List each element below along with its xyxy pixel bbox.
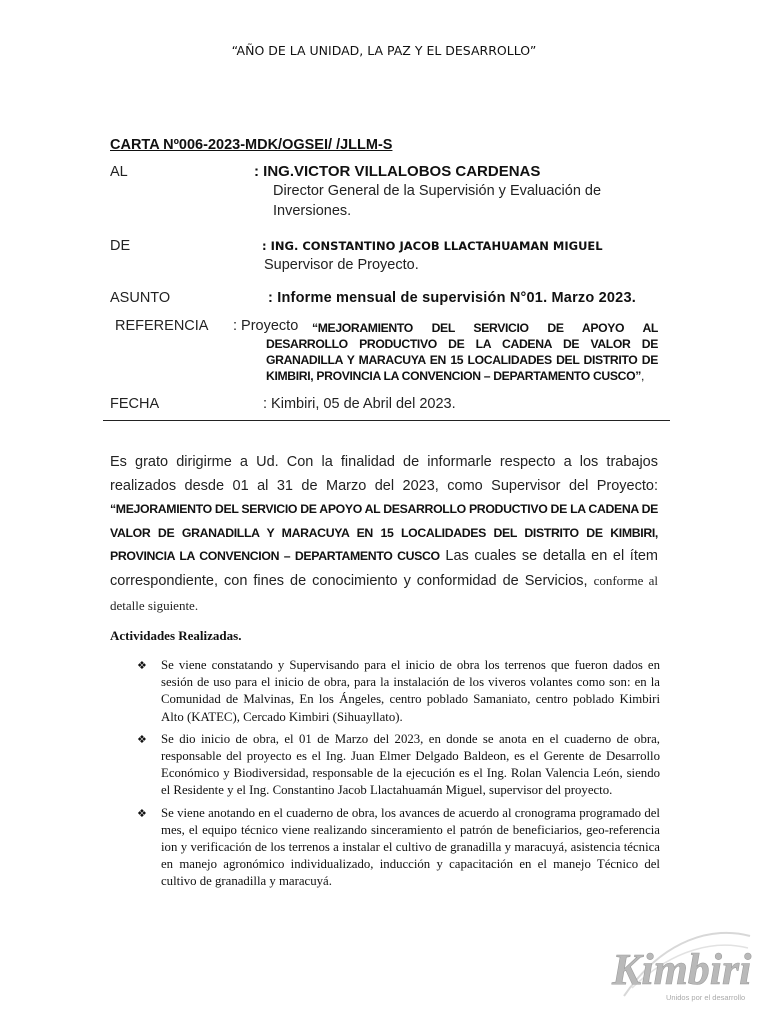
to-role-line1: Director General de la Supervisión y Evaluación de — [273, 183, 602, 199]
list-item: ❖ Se viene constatando y Supervisando para el inicio de obra los terrenos que fueron dados en sesión de uso para el inicio de obra, para la instalación de los viveros volantes como son: en la Comunidad de Malvinas, En los Ángeles, centro poblado Samaniato, centro poblado Kimbiri Alto (KATEC), Cercado Kimbiri (Sihuayllato). — [137, 658, 660, 724]
list-item: ❖ Se dio inicio de obra, el 01 de Marzo del 2023, en donde se anota en el cuaderno de obra, responsable del proyecto es el Ing. Juan Elmer Delgado Baldeon, es el Gerente de Desarrollo Económico y Biodiversidad, responsable de la ejecución es el Ing. Rolan Valencia León, siendo el Residente y el Ing. Constantino Jacob Llactahuamán Miguel, supervisor del proyecto. — [137, 731, 660, 798]
from-name: : ING. CONSTANTINO JACOB LLACTAHUAMAN MIGUEL — [262, 239, 603, 253]
document-motto: “AÑO DE LA UNIDAD, LA PAZ Y EL DESARROLLO” — [231, 43, 537, 58]
from-label: DE — [110, 238, 131, 254]
date-label: FECHA — [110, 396, 160, 412]
subject-label: ASUNTO — [110, 290, 171, 306]
body-project: “MEJORAMIENTO DEL SERVICIO DE APOYO AL DESARROLLO PRODUCTIVO DE LA CADENA DE VALOR DE GRANADILLA Y MARACUYA EN 15 LOCALIDADES DEL DISTRITO DE KIMBIRI, PROVINCIA LA CONVENCION – DEPARTAMENTO CUSCO — [110, 502, 658, 564]
body-paragraph — [110, 451, 658, 618]
diamond-bullet-icon: ❖ — [137, 806, 147, 820]
logo-wordmark: Kimbiri — [612, 945, 752, 994]
kimbiri-logo-icon — [604, 918, 754, 1018]
subject-text: : Informe mensual de supervisión N°01. Marzo 2023. — [268, 290, 636, 306]
list-item: ❖ Se viene anotando en el cuaderno de obra, los avances de acuerdo al cronograma programado del mes, el equipo técnico viene realizando sinceramiento el patrón de beneficiarios, geo-referencia ion y verificación de los terrenos a instalar el cultivo de granadilla y maracuyá, asistencia técnica en manejo agronómico individualizado, inducción y capacitación en el manejo Técnico del cultivo de granadilla y maracuyá. — [137, 805, 660, 889]
diamond-bullet-icon: ❖ — [137, 732, 147, 746]
reference-suffix: , — [640, 369, 645, 383]
to-name: : ING.VICTOR VILLALOBOS CARDENAS — [254, 163, 541, 180]
logo-tagline: Unidos por el desarrollo — [666, 993, 746, 1002]
body-closing: conforme al detalle siguiente. — [110, 572, 658, 613]
to-role-line2: Inversiones. — [273, 203, 352, 219]
to-label: AL — [110, 164, 128, 180]
body-after-project: Las cuales se detalla en el ítem correspondiente, con fines de conocimiento y conformidad de Servicios, — [110, 548, 658, 589]
header-divider — [103, 420, 670, 421]
body-intro: Es grato dirigirme a Ud. Con la finalidad de informarle respecto a los trabajos realizados desde 01 al 31 de Marzo del 2023, como Supervisor del Proyecto: — [110, 454, 658, 494]
reference-project: “MEJORAMIENTO DEL SERVICIO DE APOYO AL DESARROLLO PRODUCTIVO DE LA CADENA DE VALOR DE GRANADILLA Y MARACUYA EN 15 LOCALIDADES DEL DISTRITO DE KIMBIRI, PROVINCIA LA CONVENCION – DEPARTAMENTO CUSCO” — [266, 321, 658, 383]
date-text: : Kimbiri, 05 de Abril del 2023. — [263, 396, 456, 412]
activities-list — [137, 657, 660, 896]
reference-prefix: : Proyecto — [233, 318, 299, 334]
diamond-bullet-icon: ❖ — [137, 659, 147, 672]
reference-text — [266, 320, 658, 384]
letter-code: CARTA Nº006-2023-MDK/OGSEI/ /JLLM-S — [110, 137, 393, 153]
from-role: Supervisor de Proyecto. — [264, 257, 419, 273]
reference-label: REFERENCIA — [115, 318, 209, 334]
activities-title: Actividades Realizadas. — [110, 628, 242, 643]
kimbiri-logo — [604, 918, 754, 1018]
